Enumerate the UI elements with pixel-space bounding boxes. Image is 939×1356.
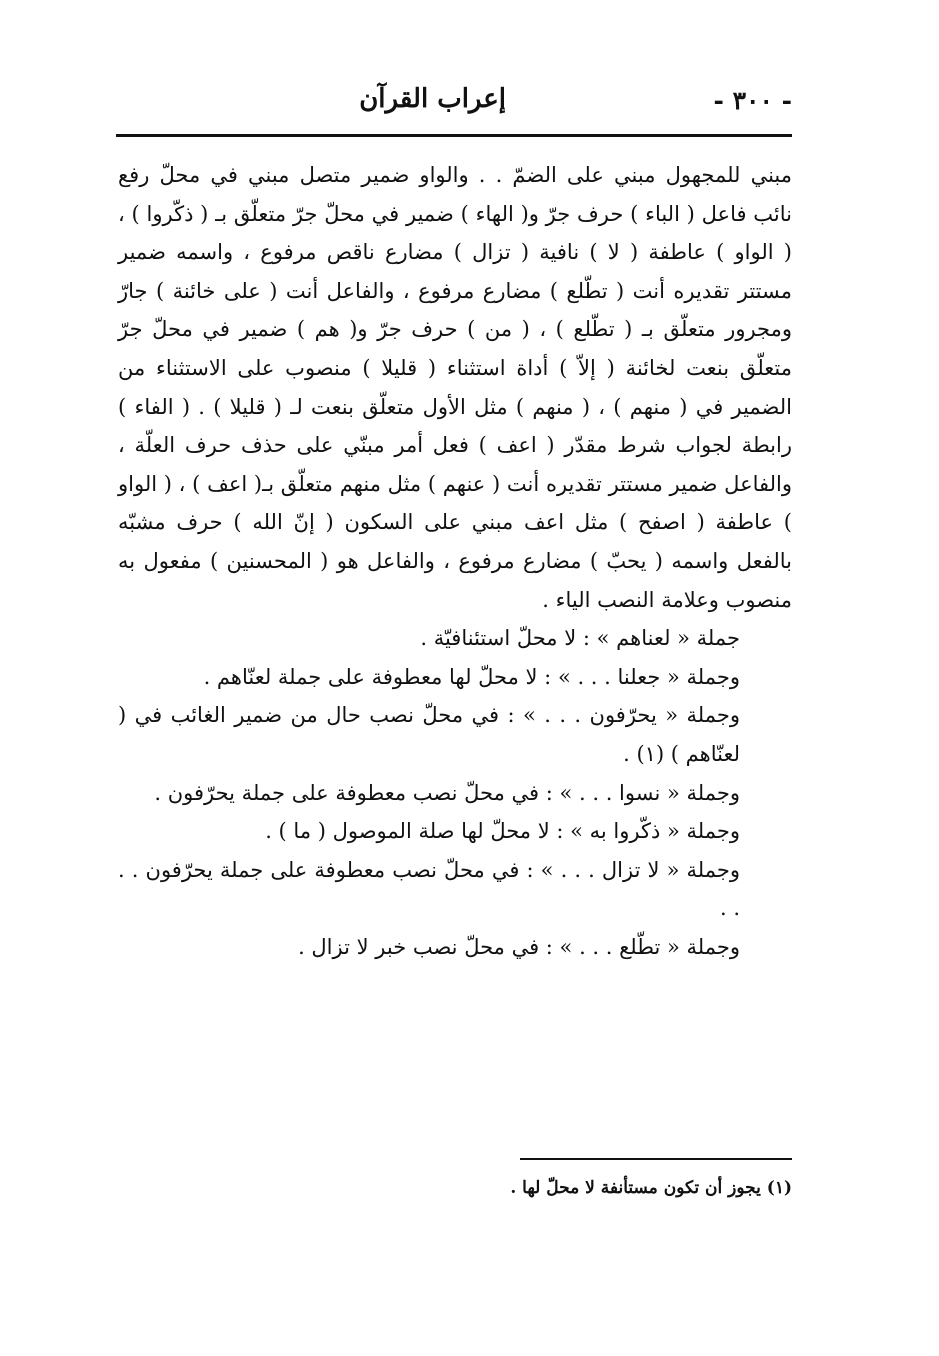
sentence-analysis-4: وجملة « نسوا . . . » : في محلّ نصب معطوفة على جملة يحرّفون . [154, 780, 740, 805]
main-text [118, 156, 792, 966]
footnote-rule [520, 1158, 792, 1160]
sentence-analysis-6: وجملة « لا تزال . . . » : في محلّ نصب معطوفة على جملة يحرّفون . . . . [118, 857, 740, 921]
footnote: (١) يجوز أن تكون مستأنفة لا محلّ لها . [510, 1178, 792, 1198]
sentence-analysis-1: جملة « لعناهم » : لا محلّ استئنافيّة . [420, 626, 740, 651]
sentence-analysis-2: وجملة « جعلنا . . . » : لا محلّ لها معطوفة على جملة لعنّاهم . [203, 664, 740, 689]
page-header [116, 78, 792, 130]
header-rule [116, 134, 792, 137]
analysis-paragraph: مبني للمجهول مبني على الضمّ . . والواو ضمير متصل مبني في محلّ رفع نائب فاعل ( الباء ) حرف جرّ و( الهاء ) ضمير في محلّ جرّ متعلّق بـ ( ذكّروا ) ، ( الواو ) عاطفة ( لا ) نافية ( تزال ) مضارع ناقص مرفوع ، واسمه ضمير مستتر تقديره أنت ( تطّلع ) مضارع مرفوع ، والفاعل أنت ( على خائنة ) جارّ ومجرور متعلّق بـ ( تطّلع ) ، ( من ) حرف جرّ و( هم ) ضمير في محلّ جرّ متعلّق بنعت لخائنة ( إلاّ ) أداة استثناء ( قليلا ) منصوب على الاستثناء من الضمير في ( منهم ) ، ( منهم ) مثل الأول متعلّق بنعت لـ ( قليلا ) . ( الفاء ) رابطة لجواب شرط مقدّر ( اعف ) فعل أمر مبنّي على حذف حرف العلّة ، والفاعل ضمير مستتر تقديره أنت ( عنهم ) مثل منهم متعلّق بـ( اعف ) ، ( الواو ) عاطفة ( اصفح ) مثل اعف مبني على السكون ( إنّ الله ) حرف مشبّه بالفعل واسمه ( يحبّ ) مضارع مرفوع ، والفاعل هو ( المحسنين ) مفعول به منصوب وعلامة النصب الياء . [118, 163, 792, 612]
sentence-analysis-7: وجملة « تطّلع . . . » : في محلّ نصب خبر لا تزال . [298, 934, 740, 959]
running-title: إعراب القرآن [359, 84, 506, 114]
page-number: - ٣٠٠ - [713, 86, 792, 115]
sentence-analysis-5: وجملة « ذكّروا به » : لا محلّ لها صلة الموصول ( ما ) . [265, 819, 740, 844]
sentence-analysis-3: وجملة « يحرّفون . . . » : في محلّ نصب حال من ضمير الغائب في ( لعنّاهم ) (١) . [118, 703, 740, 766]
